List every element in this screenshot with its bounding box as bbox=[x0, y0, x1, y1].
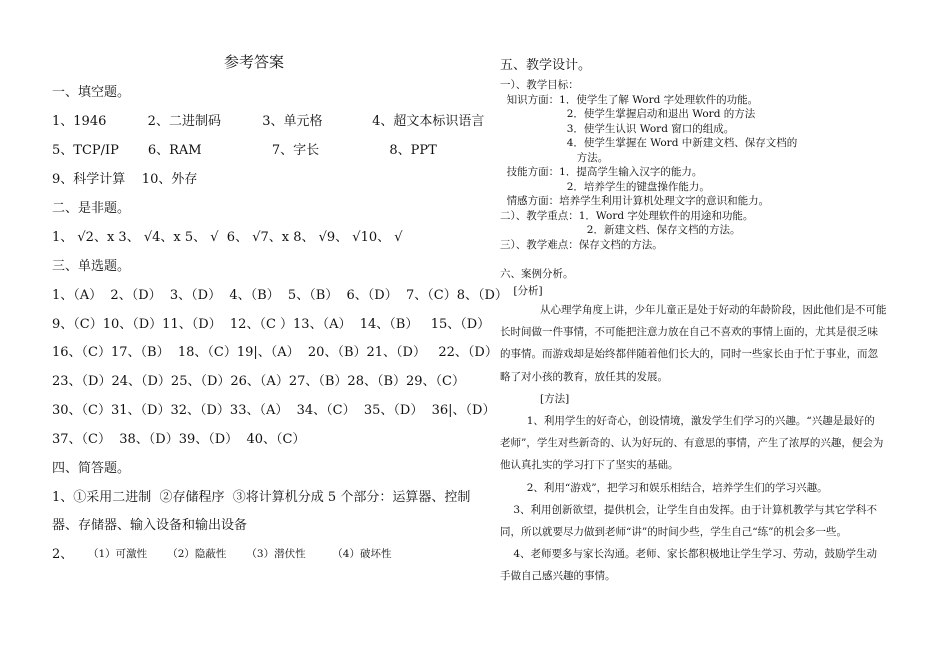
fill-answers-line-2: 5、TCP/IP 6、RAM 7、字长 8、PPT bbox=[52, 143, 437, 158]
key-point-line-2: 2．新建文档、保存文档的方法。 bbox=[500, 224, 741, 236]
short-answer-2-number: 2、 bbox=[52, 547, 74, 562]
choice-answers-line-3: 16、（C）17、（B） 18、（C）19|、（A） 20、（B）21、（D） 22、（D） bbox=[52, 345, 498, 360]
choice-answers-line-4: 23、（D）24、（D）25、（D）26、（A）27、（B）28、（B）29、（C） bbox=[52, 374, 466, 389]
goal-line-3: 3．使学生认识 Word 窗口的组成。 bbox=[500, 123, 735, 135]
section-fill-in: 一、填空题。 bbox=[52, 85, 131, 100]
difficulty-line: 三）、教学难点：保存文档的方法。 bbox=[500, 239, 663, 251]
method-line-6: 同，所以就要尽力做到老师“讲”的时间少些，学生自己“练”的机会多一些。 bbox=[500, 526, 847, 538]
analysis-line-1: 从心理学角度上讲，少年儿童正是处于好动的年龄阶段，因此他们是不可能 bbox=[500, 304, 887, 316]
method-line-8: 手做自己感兴趣的事情。 bbox=[500, 570, 616, 582]
analysis-line-2: 长时间做一件事情，不可能把注意力放在自己不喜欢的事情上面的，尤其是很乏味 bbox=[500, 326, 878, 338]
key-point-line-1: 二）、教学重点：1．Word 字处理软件的用途和功能。 bbox=[500, 210, 754, 222]
choice-answers-line-1: 1、（A） 2、（D） 3、（D） 4、（B） 5、（B） 6、（D） 7、（C）8、（D） bbox=[52, 288, 508, 303]
skill-line-2: 2．培养学生的键盘操作能力。 bbox=[500, 181, 710, 193]
analysis-line-4: 略了对小孩的教育，放任其的发展。 bbox=[500, 371, 668, 383]
section-case-analysis: 六、案例分析。 bbox=[500, 268, 574, 280]
goal-line-5: 方法。 bbox=[500, 152, 609, 164]
choice-answers-line-6: 37、（C） 38、（D）39、（D） 40、（C） bbox=[52, 432, 306, 447]
short-answer-1-line-2: 器、存储器、输入设备和输出设备 bbox=[52, 518, 248, 533]
true-false-answers: 1、 √2、x 3、 √4、x 5、 √ 6、 √7、x 8、 √9、 √10、 √ bbox=[52, 230, 403, 245]
section-true-false: 二、是非题。 bbox=[52, 201, 131, 216]
analysis-heading: [分析] bbox=[500, 285, 543, 297]
method-heading: [方法] bbox=[500, 393, 570, 405]
short-answer-1-line-1: 1、①采用二进制 ②存储程序 ③将计算机分成 5 个部分：运算器、控制 bbox=[52, 490, 471, 505]
method-line-7: 4、老师要多与家长沟通。老师、家长都积极地让学生学习、劳动，鼓励学生动 bbox=[500, 548, 878, 560]
method-line-2: 老师”，学生对些新奇的、认为好玩的、有意思的事情，产生了浓厚的兴趣，便会为 bbox=[500, 437, 884, 449]
method-line-1: 1、利用学生的好奇心，创设情境，激发学生们学习的兴趣。“兴趣是最好的 bbox=[500, 415, 875, 427]
emotion-line: 情感方面：培养学生利用计算机处理文字的意识和能力。 bbox=[500, 195, 770, 207]
goals-heading: 一）、教学目标： bbox=[500, 79, 579, 91]
method-line-4: 2、利用“游戏”，把学习和娱乐相结合，培养学生们的学习兴趣。 bbox=[500, 482, 828, 494]
analysis-line-3: 的事情。而游戏却是始终都伴随着他们长大的，同时一些家长由于忙于事业，而忽 bbox=[500, 348, 878, 360]
choice-answers-line-2: 9、（C）10、（D）11、（D） 12、（C ）13、（A） 14、（B） 15、（D） bbox=[52, 317, 491, 332]
short-answer-2-items: （1）可激性 （2）隐蔽性 （3）潜伏性 （4）破坏性 bbox=[88, 548, 392, 560]
section-teaching-design: 五、教学设计。 bbox=[500, 58, 592, 73]
method-line-5: 3、利用创新欲望，提供机会，让学生自由发挥。由于计算机教学与其它学科不 bbox=[500, 504, 878, 516]
page-title: 参考答案 bbox=[224, 53, 285, 71]
fill-answers-line-3: 9、科学计算 10、外存 bbox=[52, 172, 198, 187]
goal-line-2: 2．使学生掌握启动和退出 Word 的方法 bbox=[500, 108, 756, 120]
skill-line-1: 技能方面：1．提高学生输入汉字的能力。 bbox=[500, 166, 703, 178]
goal-line-1: 知识方面：1．使学生了解 Word 字处理软件的功能。 bbox=[500, 94, 759, 106]
section-multiple-choice: 三、单选题。 bbox=[52, 259, 131, 274]
choice-answers-line-5: 30、（C）31、（D）32、（D）33、（A） 34、（C） 35、（D） 36|、（D） bbox=[52, 403, 496, 418]
section-short-answer: 四、简答题。 bbox=[52, 461, 131, 476]
fill-answers-line-1: 1、1946 2、二进制码 3、单元格 4、超文本标识语言 bbox=[52, 114, 485, 129]
method-line-3: 他认真扎实的学习打下了坚实的基础。 bbox=[500, 459, 679, 471]
goal-line-4: 4．使学生掌握在 Word 中新建文档、保存文档的 bbox=[500, 137, 798, 149]
